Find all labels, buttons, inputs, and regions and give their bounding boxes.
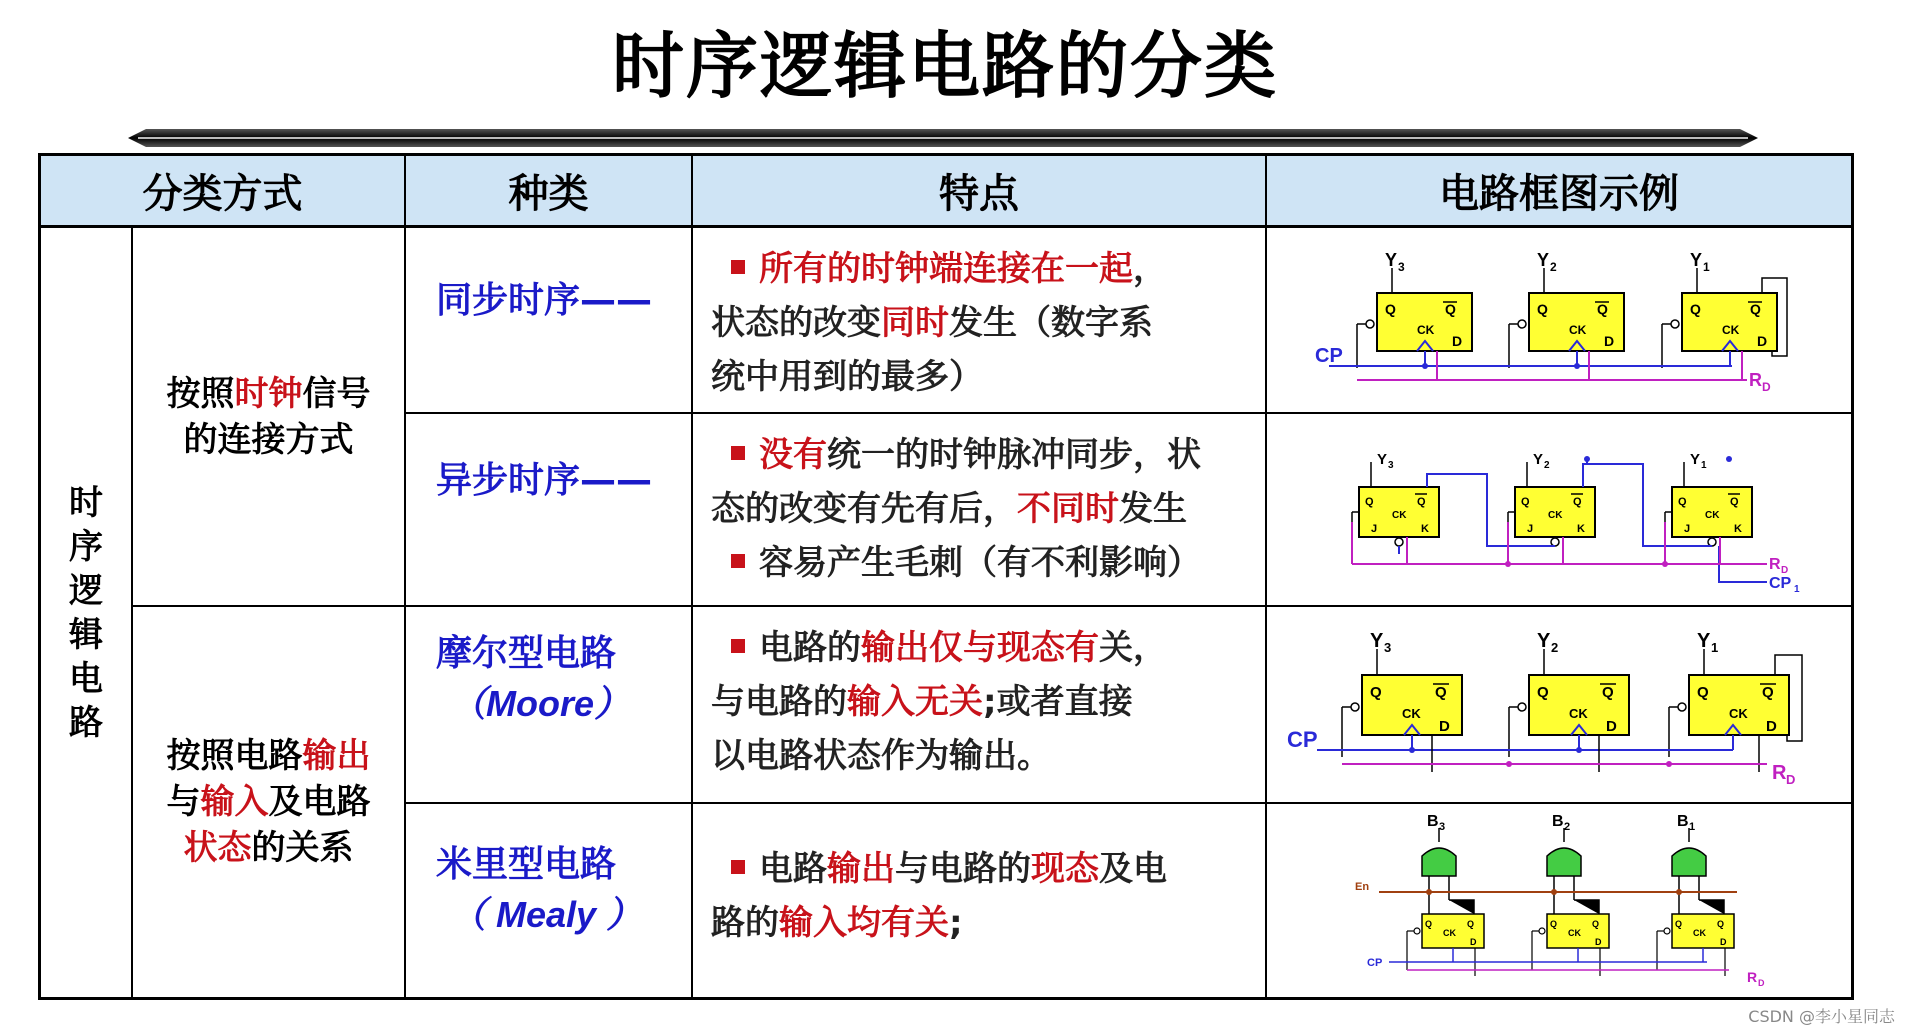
svg-text:D: D bbox=[1470, 937, 1477, 947]
svg-text:CK: CK bbox=[1417, 323, 1435, 337]
svg-text:Y: Y bbox=[1537, 630, 1551, 652]
svg-text:CP: CP bbox=[1769, 575, 1792, 592]
svg-text:Q: Q bbox=[1537, 301, 1548, 317]
svg-text:Q: Q bbox=[1365, 496, 1374, 508]
svg-text:Q: Q bbox=[1467, 919, 1475, 929]
svg-text:Q: Q bbox=[1678, 496, 1687, 508]
svg-text:3: 3 bbox=[1384, 640, 1392, 655]
svg-text:D: D bbox=[1762, 380, 1771, 394]
svg-text:Y: Y bbox=[1697, 630, 1711, 652]
svg-text:Q: Q bbox=[1762, 684, 1774, 701]
svg-text:R: R bbox=[1772, 762, 1787, 784]
svg-text:J: J bbox=[1371, 523, 1378, 535]
svg-text:3: 3 bbox=[1398, 260, 1405, 274]
svg-text:1: 1 bbox=[1701, 460, 1707, 471]
svg-text:Q: Q bbox=[1592, 919, 1600, 929]
async-counter-diagram bbox=[1267, 414, 1851, 607]
svg-text:R: R bbox=[1747, 969, 1758, 985]
svg-text:D: D bbox=[1786, 772, 1796, 787]
type-mealy: 米里型电路 （ Mealy ） bbox=[406, 804, 693, 997]
method-clock: 按照时钟信号 的连接方式 bbox=[133, 228, 406, 607]
svg-text:D: D bbox=[1757, 333, 1768, 349]
header-features: 特点 bbox=[693, 156, 1267, 228]
svg-text:CK: CK bbox=[1548, 510, 1563, 521]
svg-text:CK: CK bbox=[1569, 706, 1588, 721]
svg-text:En: En bbox=[1355, 881, 1370, 893]
watermark-footer: CSDN @李小星同志 bbox=[1748, 1007, 1895, 1026]
svg-text:2: 2 bbox=[1564, 821, 1571, 833]
method-output: 按照电路输出 与输入及电路 状态的关系 bbox=[133, 607, 406, 997]
svg-text:K: K bbox=[1734, 523, 1742, 535]
svg-text:Y: Y bbox=[1690, 451, 1701, 468]
svg-text:Q: Q bbox=[1435, 684, 1447, 701]
svg-text:CP: CP bbox=[1315, 345, 1343, 367]
svg-text:D: D bbox=[1604, 333, 1615, 349]
mealy-counter-diagram bbox=[1267, 804, 1851, 997]
svg-text:Q: Q bbox=[1730, 496, 1739, 508]
svg-text:D: D bbox=[1781, 565, 1789, 576]
svg-text:K: K bbox=[1577, 523, 1585, 535]
type-async: 异步时序—— bbox=[406, 414, 693, 607]
svg-text:Y: Y bbox=[1537, 250, 1550, 270]
feature-sync: 所有的时钟端连接在一起， 状态的改变同时发生（数字系 统中用到的最多） bbox=[693, 228, 1267, 414]
svg-text:CK: CK bbox=[1402, 706, 1421, 721]
svg-text:Q: Q bbox=[1573, 496, 1582, 508]
svg-text:K: K bbox=[1421, 523, 1429, 535]
svg-text:B: B bbox=[1677, 813, 1689, 830]
svg-text:Q: Q bbox=[1521, 496, 1530, 508]
svg-text:R: R bbox=[1769, 556, 1781, 573]
svg-text:D: D bbox=[1595, 937, 1602, 947]
svg-text:Y: Y bbox=[1690, 250, 1703, 270]
feature-mealy: 电路输出与电路的现态及电 路的输入均有关; bbox=[693, 804, 1267, 997]
svg-text:Q: Q bbox=[1750, 301, 1761, 317]
svg-text:D: D bbox=[1439, 718, 1450, 735]
svg-text:R: R bbox=[1749, 370, 1762, 390]
svg-text:Y: Y bbox=[1385, 250, 1398, 270]
svg-text:B: B bbox=[1427, 813, 1439, 830]
page-title: 时序逻辑电路的分类 bbox=[611, 24, 1278, 108]
header-method: 分类方式 bbox=[41, 156, 406, 228]
type-moore: 摩尔型电路 （Moore） bbox=[406, 607, 693, 804]
sync-counter-diagram bbox=[1267, 228, 1851, 414]
feature-async: 没有统一的时钟脉冲同步，状 态的改变有先有后，不同时发生 容易产生毛刺（有不利影响） bbox=[693, 414, 1267, 607]
svg-text:CK: CK bbox=[1693, 928, 1706, 938]
svg-text:Y: Y bbox=[1370, 630, 1384, 652]
svg-text:2: 2 bbox=[1544, 460, 1550, 471]
svg-text:J: J bbox=[1684, 523, 1691, 535]
svg-text:2: 2 bbox=[1551, 640, 1559, 655]
svg-text:Y: Y bbox=[1533, 451, 1544, 468]
svg-text:CK: CK bbox=[1568, 928, 1581, 938]
moore-counter-diagram bbox=[1267, 607, 1851, 804]
svg-text:1: 1 bbox=[1794, 584, 1800, 595]
diagram-async-cell bbox=[1267, 414, 1851, 607]
svg-text:Q: Q bbox=[1697, 684, 1709, 701]
svg-text:CK: CK bbox=[1392, 510, 1407, 521]
svg-text:B: B bbox=[1552, 813, 1564, 830]
svg-text:Q: Q bbox=[1675, 919, 1683, 929]
svg-text:Q: Q bbox=[1537, 684, 1549, 701]
category-label: 时 序 逻 辑 电 路 bbox=[41, 228, 133, 997]
svg-text:Q: Q bbox=[1597, 301, 1608, 317]
svg-text:CK: CK bbox=[1569, 323, 1587, 337]
svg-text:Q: Q bbox=[1417, 496, 1426, 508]
svg-text:CP: CP bbox=[1367, 957, 1383, 969]
svg-text:Q: Q bbox=[1717, 919, 1725, 929]
svg-text:Q: Q bbox=[1370, 684, 1382, 701]
header-diagram: 电路框图示例 bbox=[1267, 156, 1851, 228]
diagram-moore-cell bbox=[1267, 607, 1851, 804]
svg-text:3: 3 bbox=[1388, 460, 1394, 471]
svg-text:D: D bbox=[1720, 937, 1727, 947]
svg-text:3: 3 bbox=[1439, 821, 1446, 833]
svg-text:2: 2 bbox=[1550, 260, 1557, 274]
svg-text:Q: Q bbox=[1425, 919, 1433, 929]
svg-text:1: 1 bbox=[1711, 640, 1719, 655]
svg-text:Y: Y bbox=[1377, 451, 1388, 468]
svg-text:D: D bbox=[1452, 333, 1463, 349]
svg-text:J: J bbox=[1527, 523, 1534, 535]
svg-text:Q: Q bbox=[1690, 301, 1701, 317]
diagram-mealy-cell bbox=[1267, 804, 1851, 997]
svg-text:Q: Q bbox=[1602, 684, 1614, 701]
svg-text:CP: CP bbox=[1287, 727, 1318, 752]
svg-text:Q: Q bbox=[1445, 301, 1456, 317]
feature-moore: 电路的输出仅与现态有关， 与电路的输入无关;或者直接 以电路状态作为输出。 bbox=[693, 607, 1267, 804]
svg-text:Q: Q bbox=[1385, 301, 1396, 317]
header-type: 种类 bbox=[406, 156, 693, 228]
svg-text:1: 1 bbox=[1689, 821, 1696, 833]
svg-text:D: D bbox=[1606, 718, 1617, 735]
classification-table bbox=[38, 153, 1854, 1000]
svg-text:D: D bbox=[1766, 718, 1777, 735]
svg-text:CK: CK bbox=[1443, 928, 1456, 938]
svg-text:1: 1 bbox=[1703, 260, 1710, 274]
svg-text:CK: CK bbox=[1729, 706, 1748, 721]
svg-text:D: D bbox=[1758, 978, 1765, 988]
type-sync: 同步时序—— bbox=[406, 228, 693, 414]
diagram-sync-cell bbox=[1267, 228, 1851, 414]
svg-text:CK: CK bbox=[1705, 510, 1720, 521]
svg-text:CK: CK bbox=[1722, 323, 1740, 337]
title-divider bbox=[128, 127, 1758, 149]
svg-text:Q: Q bbox=[1550, 919, 1558, 929]
